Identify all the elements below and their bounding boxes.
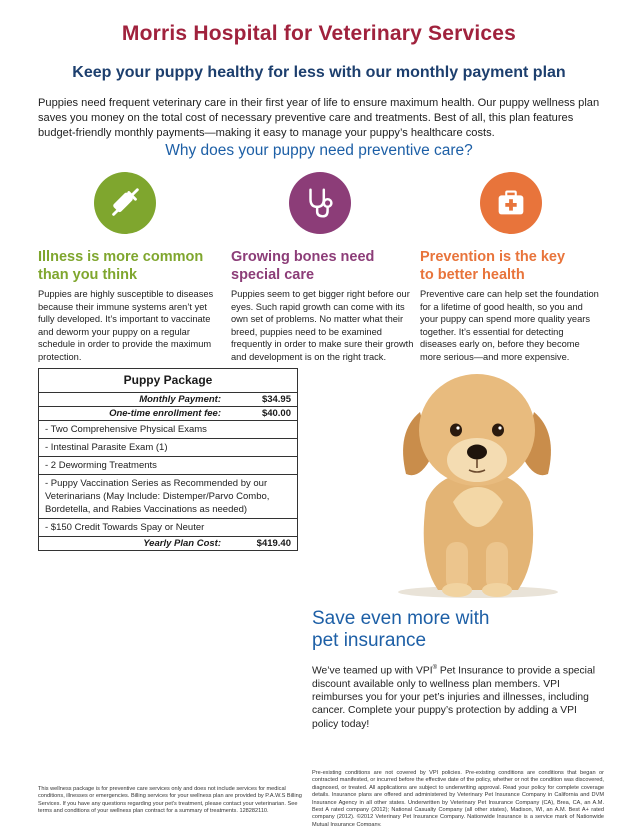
enrollment-fee-row: One-time enrollment fee: $40.00 [39, 406, 297, 420]
section-heading-why: Why does your puppy need preventive care? [165, 142, 473, 159]
package-title: Puppy Package [123, 373, 213, 387]
hospital-title: Morris Hospital for Veterinary Services [121, 22, 517, 45]
package-item: - Two Comprehensive Physical Exams [39, 420, 297, 438]
page-subtitle: Keep your puppy healthy for less with our monthly payment plan [72, 64, 566, 81]
medical-kit-icon [480, 172, 542, 234]
syringe-icon [94, 172, 156, 234]
yearly-cost-row: Yearly Plan Cost: $419.40 [39, 536, 297, 550]
insurance-disclaimer: Pre-existing conditions are not covered by VPI policies. Pre-existing conditions are conditions that began or contracted manifested, or incurred before the effective date of the policy, whether or not the condition was discovered, diagnosed, or treated. All applications are subject to underwriting approval. Read your policy for complete coverage details. Insurance plans are offered and administered by Veterinary Pet Insurance Company in California and DVM Insurance Agency in all other states. Underwritten by Veterinary Pet Insurance Company (CA), Brea, CA, an A.M. Best A rated company (2012); National Casualty Company (all other states), Madison, WI, an A.M. Best A+ rated company (2012). ©2012 Veterinary Pet Insurance Company. Nationwide Insurance is a service mark of Nationwide Mutual Insurance Company. [312, 770, 604, 826]
package-item: - Puppy Vaccination Series as Recommended by our Veterinarians (May Include: Distemper/Parvo Combo, Bordetella, and Rabies Vaccinations as needed) [39, 474, 297, 518]
column-text-illness: Puppies are highly susceptible to diseases because their immune systems aren’t yet fully developed. It’s important to vaccinate and deworm your puppy on a regular schedule in order to provide the maximum protection. [38, 289, 214, 362]
insurance-text: We’ve teamed up with VPI® Pet Insurance to provide a special discount available only to wellness plan members. VPI reimburses you for your pet’s injuries and illnesses, including cancer. Complete your puppy’s protection by adding a VPI policy today! [312, 665, 595, 730]
wellness-disclaimer: This wellness package is for preventive care services only and does not include services for medical conditions, illnesses or emergencies. Billing services for your wellness plan are provided by P.A.W.S Billing Services. If you have any questions regarding your pet's treatment, please contact your veterinarian. See terms and conditions of your wellness plan contract for a summary of treatments. 128282110. [38, 786, 302, 815]
package-item: - Intestinal Parasite Exam (1) [39, 438, 297, 456]
insurance-heading: Save even more with pet insurance [312, 608, 490, 651]
column-heading-bones: Growing bones need special care [231, 249, 375, 283]
package-item: - 2 Deworming Treatments [39, 456, 297, 474]
intro-paragraph: Puppies need frequent veterinary care in their first year of life to ensure maximum health. Our puppy wellness plan saves you money on the total cost of necessary preventive care and treatments. Best of all, this plan features budget-friendly monthly payments—making it easy to manage your puppy’s healthcare costs. [38, 97, 600, 139]
puppy-photo [368, 352, 586, 600]
stethoscope-icon [289, 172, 351, 234]
column-text-prevention: Preventive care can help set the foundation for a lifetime of good health, so you and your puppy can spend more quality years together. It’s essential for detecting diseases early on, before they become more serious—and more expensive. [420, 289, 599, 362]
column-heading-illness: Illness is more common than you think [38, 249, 204, 283]
column-heading-prevention: Prevention is the key to better health [420, 249, 566, 283]
monthly-payment-row: Monthly Payment: $34.95 [39, 392, 297, 406]
package-item: - $150 Credit Towards Spay or Neuter [39, 518, 297, 536]
puppy-package-table [38, 368, 298, 551]
column-text-bones: Puppies seem to get bigger right before our eyes. Such rapid growth can come with its own set of problems. No matter what their breed, puppies need to be examined frequently in order to make sure their growth and development is on the right track. [231, 289, 414, 362]
